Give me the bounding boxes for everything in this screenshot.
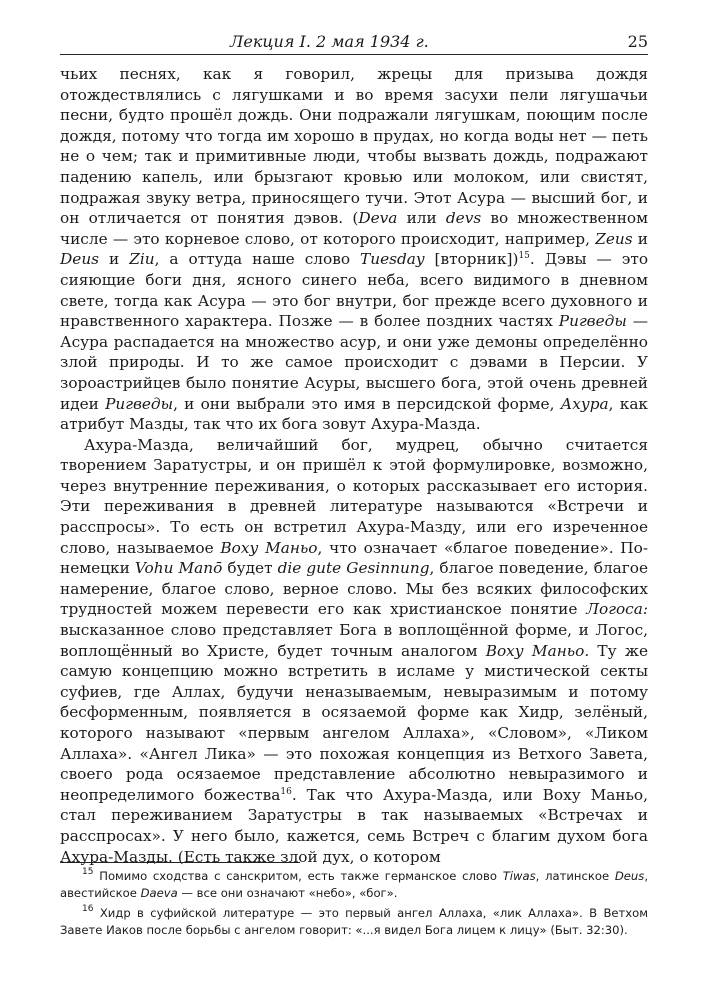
main-text	[60, 64, 648, 867]
footnote-ref-16[interactable]: 16	[280, 786, 292, 797]
running-header	[60, 32, 648, 56]
header-rule	[60, 54, 648, 55]
running-title: Лекция I. 2 мая 1934 г.	[230, 32, 429, 51]
footnote-separator	[60, 862, 300, 863]
footnote-ref-15[interactable]: 15	[518, 251, 530, 262]
footnote-15: $^{15}$ Помимо сходства с санскритом, есть также германское слово Tiwas, латинское Deus, авестийское Daeva — все они означают «небо», «бог».	[60, 867, 648, 900]
paragraph-2: Ахура-Мазда, величайший бог, мудрец, обычно считается творением Заратустры, и он пришёл к этой формулировке, возможно, через внутренние переживания, о которых рассказывает его история. Эти переживания в древней литературе называются «Встречи и расспросы». То есть он встретил Ахура-Мазду, или его изреченное слово, называемое Воху Маньо, что означает «благое поведение». По-немецки Vohu Manō будет die gute Gesinnung, благое поведение, благое намерение, благое слово, верное слово. Мы без всяких философских трудностей можем перевести его как христианское понятие Логоса: высказанное слово представляет Бога в воплощённой форме, и Логос, воплощённый во Христе, будет точным аналогом Воху Маньо. Ту же самую концепцию можно встретить в исламе у мистической секты суфиев, где Аллах, будучи неназываемым, невыразимым и потому бесформенным, появляется в осязаемой форме как Хидр, зелёный, которого называют «первым ангелом Аллаха», «Словом», «Ликом Аллаха». «Ангел Лика» — это похожая концепция из Ветхого Завета, своего рода осязаемое представление абсолютно невыразимого и неопределимого божества$^{16}$. Так что Ахура-Мазда, или Воху Маньо, стал переживанием Заратустры в так называемых «Встречах и расспросах». У него было, кажется, семь Встреч с благим духом бога Ахура-Мазды. (Есть также злой дух, о котором	[60, 435, 649, 866]
page-number: 25	[627, 32, 648, 51]
footnotes	[60, 868, 648, 942]
footnote-16: $^{16}$ Хидр в суфийской литературе — это первый ангел Аллаха, «лик Аллаха». В Ветхом Завете Иаков после борьбы с ангелом говорит: «...я видел Бога лицем к лицу» (Быт. 32:30).	[60, 904, 648, 937]
paragraph-1: чьих песнях, как я говорил, жрецы для призыва дождя отождествлялись с лягушками и во время засухи пели лягушачьи песни, будто прошёл дождь. Они подражали лягушкам, поющим после дождя, потому что тогда им хорошо в прудах, но когда воды нет — петь не о чем; так и примитивные люди, чтобы вызвать дождь, подражают падению капель, или брызгают кровью или молоком, или свистят, подражая звуку ветра, приносящего тучи. Этот Асура — высший бог, и он отличается от понятия дэвов. (Deva или devs во множественном числе — это корневое слово, от которого происходит, например, Zeus и Deus и Ziu, а оттуда наше слово Tuesday [вторник])$^{15}$. Дэвы — это сияющие боги дня, ясного синего неба, всего видимого в дневном свете, тогда как Асура — это бог внутри, бог прежде всего духовного и нравственного характера. Позже — в более поздних частях Ригведы — Асура распадается на множество асур, и они уже демоны определённо злой природы. И то же самое происходит с дэвами в Персии. У зороастрийцев было понятие Асуры, высшего бога, этой очень древней идеи Ригведы, и они выбрали это имя в персидской форме, Ахура, как атрибут Мазды, так что их бога зовут Ахура-Мазда.	[60, 65, 649, 434]
